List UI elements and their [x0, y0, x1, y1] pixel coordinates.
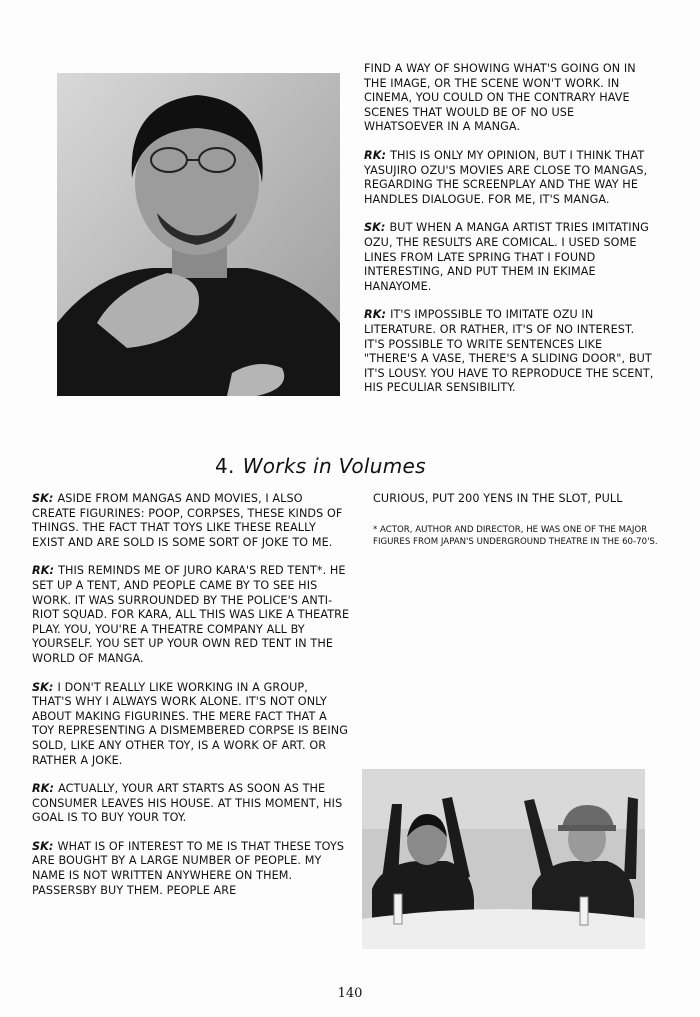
- speaker-label: SK:: [364, 221, 386, 235]
- portrait-photo: [57, 73, 340, 396]
- section-title: Works in Volumes: [242, 454, 426, 478]
- speaker-label: RK:: [364, 308, 387, 322]
- right-continuation-text: [373, 492, 673, 507]
- paragraph: [32, 840, 350, 898]
- section-number: 4.: [215, 454, 235, 478]
- footnote: * ACTOR, AUTHOR AND DIRECTOR, HE WAS ONE OF THE MAJOR FIGURES FROM JAPAN'S UNDERGROUND THEATRE IN THE 60-70'S.: [373, 525, 658, 547]
- left-column-text: [32, 492, 350, 912]
- paragraph-text: ASIDE FROM MANGAS AND MOVIES, I ALSO CREATE FIGURINES: POOP, CORPSES, THESE KINDS OF THINGS. THE FACT THAT TOYS LIKE THESE REALLY EXIST AND ARE SOLD IS SOME SORT OF JOKE TO ME.: [32, 492, 343, 549]
- paragraph-text: I DON'T REALLY LIKE WORKING IN A GROUP, THAT'S WHY I ALWAYS WORK ALONE. IT'S NOT ONLY ABOUT MAKING FIGURINES. THE MERE FACT THAT A TOY REPRESENTING A DISMEMBERED CORPSE IS BEING SOLD, LIKE ANY OTHER TOY, IS A WORK OF ART. OR RATHER A JOKE.: [32, 680, 348, 767]
- speaker-label: SK:: [32, 492, 54, 505]
- group-photo: [362, 769, 645, 949]
- paragraph: [32, 681, 350, 769]
- paragraph: [364, 308, 654, 396]
- speaker-label: SK:: [32, 680, 54, 694]
- speaker-label: RK:: [32, 564, 55, 578]
- speaker-label: RK:: [364, 148, 387, 162]
- paragraph-text: WHAT IS OF INTEREST TO ME IS THAT THESE TOYS ARE BOUGHT BY A LARGE NUMBER OF PEOPLE. MY NAME IS NOT WRITTEN ANYWHERE ON THEM. PASSERSBY BUY THEM. PEOPLE ARE: [32, 839, 345, 897]
- paragraph: [364, 221, 654, 294]
- paragraph-text: THIS REMINDS ME OF JURO KARA'S RED TENT*. HE SET UP A TENT, AND PEOPLE CAME BY TO SEE HIS WORK. IT WAS SURROUNDED BY THE POLICE'S ANTI-RIOT SQUAD. FOR KARA, ALL THIS WAS LIKE A THEATRE PLAY. YOU, YOU'RE A THEATRE COMPANY ALL BY YOURSELF. YOU SET UP YOUR OWN RED TENT IN THE WORLD OF MANGA.: [32, 564, 350, 665]
- paragraph: [32, 564, 350, 666]
- section-heading: [215, 454, 515, 478]
- paragraph-text: FIND A WAY OF SHOWING WHAT'S GOING ON IN THE IMAGE, OR THE SCENE WON'T WORK. IN CINEMA, YOU COULD ON THE CONTRARY HAVE SCENES THAT WOULD BE OF NO USE WHATSOEVER IN A MANGA.: [364, 62, 636, 134]
- paragraph-text: THIS IS ONLY MY OPINION, BUT I THINK THAT YASUJIRO OZU'S MOVIES ARE CLOSE TO MANGAS, REGARDING THE SCREENPLAY AND THE WAY HE HANDLES DIALOGUE. FOR ME, IT'S MANGA.: [364, 148, 648, 206]
- speaker-label: RK:: [32, 782, 55, 796]
- top-right-text: [364, 62, 654, 410]
- paragraph-text: CURIOUS, PUT 200 YENS IN THE SLOT, PULL: [373, 492, 623, 505]
- paragraph-text: IT'S IMPOSSIBLE TO IMITATE OZU IN LITERATURE. OR RATHER, IT'S OF NO INTEREST. IT'S POSSIBLE TO WRITE SENTENCES LIKE "THERE'S A VASE, THERE'S A SLIDING DOOR", BUT IT'S LOUSY. YOU HAVE TO REPRODUCE THE SCENT, HIS PECULIAR SENSIBILITY.: [364, 308, 654, 395]
- page-number: 140: [337, 986, 363, 1001]
- speaker-label: SK:: [32, 839, 54, 853]
- paragraph: [364, 149, 654, 207]
- paragraph: [32, 492, 350, 550]
- paragraph: [32, 782, 350, 826]
- paragraph: [364, 62, 654, 135]
- paragraph-text: BUT WHEN A MANGA ARTIST TRIES IMITATING OZU, THE RESULTS ARE COMICAL. I USED SOME LINES FROM LATE SPRING THAT I FOUND INTERESTING, AND PUT THEM IN EKIMAE HANAYOME.: [364, 221, 649, 293]
- paragraph-text: ACTUALLY, YOUR ART STARTS AS SOON AS THE CONSUMER LEAVES HIS HOUSE. AT THIS MOMENT, HIS GOAL IS TO BUY YOUR TOY.: [32, 782, 343, 825]
